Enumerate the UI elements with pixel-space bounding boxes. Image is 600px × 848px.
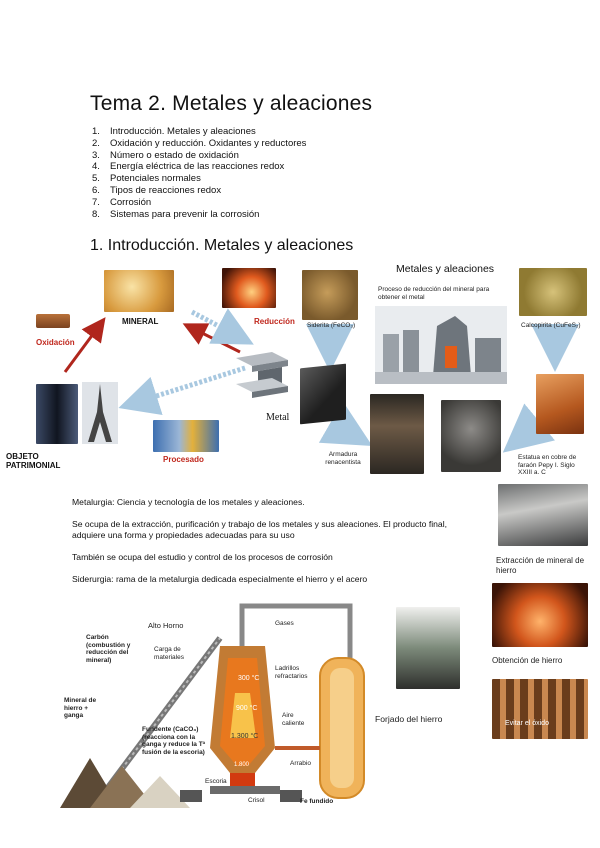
extraction-caption: Extracción de mineral de hierro [496,556,585,575]
toc-number: 3. [92,149,100,161]
toc-text: Número o estado de oxidación [110,149,239,161]
toc-item [92,126,306,138]
toc-text: Oxidación y reducción. Oxidantes y reductores [110,137,307,149]
mine-extraction-image [498,484,588,546]
toc-item [92,197,306,209]
corrosion-note: También se ocupa del estudio y control de los procesos de corrosión [72,552,333,562]
blast-furnace-label: Alto Horno [148,621,184,630]
iron-ingot-image [300,364,346,425]
rust-caption: Evitar el óxido [505,720,549,727]
flux-caption: Fundente (CaCO₃) (reacciona con la ganga y reduce la Tª fusión de la escoria) [142,726,206,756]
reduction-label: Reducción [254,317,295,326]
metallurgy-definition: Metalurgia: Ciencia y tecnología de los metales y aleaciones. [72,497,305,507]
toc-number: 1. [92,126,100,137]
t1300-label: 1.300 °C [231,733,259,740]
toc-text: Potenciales normales [110,173,201,185]
process-caption: Proceso de reducción del mineral para obtener el metal [378,286,490,301]
slag-caption: Escoria [205,778,227,785]
metallurgy-scope: Se ocupa de la extracción, purificación y trabajo de los metales y sus aleaciones. El producto final, adquiere una forma y propiedades adecuadas para su uso [72,519,447,540]
toc-number: 5. [92,173,100,185]
forging-caption: Forjado del hierro [375,714,443,724]
toc-item [92,138,306,150]
reduction-arrow [192,312,245,340]
statue-caption: Estatua en cobre de faraón Pepy I. Siglo XXIII a. C [518,454,577,476]
patrimonial-object-label: OBJETO PATRIMONIAL [6,452,61,470]
oxidation-label: Oxidación [36,338,75,347]
toc-text: Sistemas para prevenir la corrosión [110,208,260,220]
toc-number: 7. [92,196,100,208]
molten-metal-image [222,268,276,308]
hot-air-caption: Aire caliente [282,712,305,727]
production-caption: Obtención de hierro [492,656,563,665]
toc-text: Energía eléctrica de las reacciones redox [110,161,285,173]
toc-text: Introducción. Metales y aleaciones [110,126,256,137]
mineral-label: MINERAL [122,317,159,326]
eiffel-tower-image [82,382,118,444]
toc-item [92,161,306,173]
bricks-caption: Ladrillos refractarios [275,665,308,680]
charge-caption: Carga de materiales [154,646,184,661]
toc-number: 8. [92,208,100,220]
mineral-arrow [188,326,240,352]
armor-caption: Armadura renacentista [325,451,361,466]
toc-number: 4. [92,161,100,173]
table-of-contents [92,126,306,220]
ore-caption: Mineral de hierro + ganga [64,697,97,719]
blacksmith-image [396,607,460,689]
siderurgy-definition: Siderurgia: rama de la metalurgia dedicada especialmente el hierro y el acero [72,574,368,584]
pharaoh-statue-image [441,400,501,472]
crucible-caption: Crisol [248,797,265,804]
rust-prevention-image [492,679,588,739]
chalcopyrite-image [519,268,587,316]
siderite-caption: Siderita (FeCO₃) [307,322,356,329]
processing-arrow [128,368,245,405]
processing-label: Procesado [163,455,204,464]
blast-process-image [375,306,507,384]
toc-item [92,173,306,185]
armor-image [370,394,424,474]
t300-label: 300 °C [238,675,260,682]
siderite-image [302,270,358,320]
toc-number: 2. [92,137,100,149]
oxidation-arrow [65,322,102,372]
metals-heading: Metales y aleaciones [396,263,495,275]
toc-text: Corrosión [110,196,152,208]
toc-item [92,185,306,197]
toc-item [92,150,306,162]
steel-beam-image [232,352,292,398]
t900-label: 900 °C [236,705,258,712]
chalcopyrite-caption: Calcopirita (CuFeS₂) [521,322,581,329]
toc-number: 6. [92,184,100,196]
coal-caption: Carbón (combustión y reducción del mineral) [86,634,131,664]
molten-iron-caption: Fe fundido [300,798,334,805]
t1800-label: 1.800 [234,762,250,768]
pig-iron-caption: Arrabio [290,760,311,767]
gases-caption: Gases [275,620,294,627]
section-title: 1. Introducción. Metales y aleaciones [90,237,354,254]
copper-sheet-image [536,374,584,434]
iron-production-image [492,583,588,647]
toc-text: Tipos de reacciones redox [110,184,222,196]
mineral-crystal-image [104,270,174,312]
blast-furnace-diagram [60,598,370,808]
metal-label: Metal [266,412,290,423]
toc-item [92,209,306,221]
patrimonial-object-image [36,384,78,444]
page-title: Tema 2. Metales y aleaciones [90,92,373,115]
rusty-bolt-image [36,314,70,328]
processing-machines-image [153,420,219,452]
